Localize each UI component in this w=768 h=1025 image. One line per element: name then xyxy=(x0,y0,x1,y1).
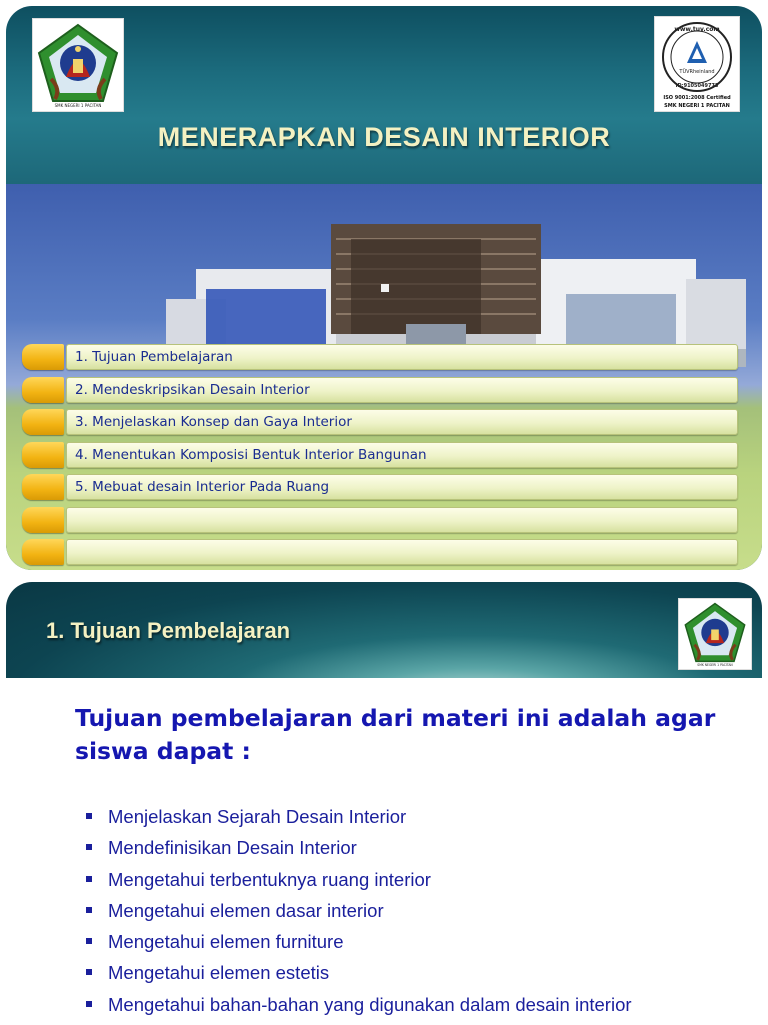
tuv-cert-line: ISO 9001:2008 Certified xyxy=(663,95,731,101)
objectives-list xyxy=(86,806,632,1025)
tuv-id: ID:9105049773 xyxy=(675,83,719,89)
section-title: 1. Tujuan Pembelajaran xyxy=(46,618,291,643)
objectives-heading: Tujuan pembelajaran dari materi ini adalah agar siswa dapat : xyxy=(75,704,716,765)
tuv-url: www.tuv.com xyxy=(674,26,720,33)
tuv-seal-icon xyxy=(655,17,739,111)
school-emblem-icon xyxy=(33,19,123,111)
menu-tab-icon xyxy=(22,409,64,435)
list-item xyxy=(86,931,632,962)
square-bullet-icon xyxy=(86,844,92,850)
menu-item-3[interactable] xyxy=(22,409,738,435)
square-bullet-icon xyxy=(86,938,92,944)
tuv-certification-logo xyxy=(654,16,740,112)
list-item-text: Mengetahui terbentuknya ruang interior xyxy=(108,868,431,890)
menu-item-4[interactable] xyxy=(22,442,738,468)
list-item xyxy=(86,806,632,837)
slide-objectives-header xyxy=(6,582,762,678)
square-bullet-icon xyxy=(86,969,92,975)
list-item-text: Menjelaskan Sejarah Desain Interior xyxy=(108,806,407,827)
menu-tab-icon xyxy=(22,539,64,565)
menu-item-7[interactable] xyxy=(22,539,738,565)
list-item-text: Mengetahui elemen furniture xyxy=(108,931,344,953)
menu-item-label: 3. Menjelaskan Konsep dan Gaya Interior xyxy=(66,409,738,435)
menu-tab-icon xyxy=(22,442,64,468)
school-logo-small xyxy=(678,598,752,670)
menu-item-label xyxy=(66,539,738,565)
list-item-text: Mendefinisikan Desain Interior xyxy=(108,837,357,859)
list-item xyxy=(86,900,632,931)
menu-item-label: 2. Mendeskripsikan Desain Interior xyxy=(66,377,738,403)
school-logo-small-caption: SMK NEGERI 1 PACITAN xyxy=(697,662,733,667)
menu-item-label xyxy=(66,507,738,533)
menu-item-5[interactable] xyxy=(22,474,738,500)
school-emblem-icon xyxy=(679,599,751,669)
menu-item-2[interactable] xyxy=(22,377,738,403)
list-item xyxy=(86,837,632,868)
page-title: MENERAPKAN DESAIN INTERIOR xyxy=(157,122,611,152)
list-item-text: Mengetahui bahan-bahan yang digunakan dalam desain interior xyxy=(108,993,632,1015)
square-bullet-icon xyxy=(86,813,92,819)
topic-menu xyxy=(22,344,738,570)
menu-tab-icon xyxy=(22,377,64,403)
list-item-text: Mengetahui elemen estetis xyxy=(108,962,330,984)
menu-item-6[interactable] xyxy=(22,507,738,533)
list-item xyxy=(86,994,632,1025)
tuv-school-line: SMK NEGERI 1 PACITAN xyxy=(664,103,730,109)
menu-item-label: 4. Menentukan Komposisi Bentuk Interior Bangunan xyxy=(66,442,738,468)
square-bullet-icon xyxy=(86,876,92,882)
menu-tab-icon xyxy=(22,344,64,370)
list-item xyxy=(86,962,632,993)
tuv-brand: TÜVRheinland xyxy=(679,69,715,75)
menu-item-label: 1. Tujuan Pembelajaran xyxy=(66,344,738,370)
slide-title-page xyxy=(6,6,762,570)
school-logo-caption: SMK NEGERI 1 PACITAN xyxy=(54,103,102,108)
menu-item-1[interactable] xyxy=(22,344,738,370)
list-item-text: Mengetahui elemen dasar interior xyxy=(108,899,384,921)
list-item xyxy=(86,869,632,900)
square-bullet-icon xyxy=(86,1001,92,1007)
menu-tab-icon xyxy=(22,474,64,500)
menu-tab-icon xyxy=(22,507,64,533)
menu-item-label: 5. Mebuat desain Interior Pada Ruang xyxy=(66,474,738,500)
square-bullet-icon xyxy=(86,907,92,913)
school-logo xyxy=(32,18,124,112)
